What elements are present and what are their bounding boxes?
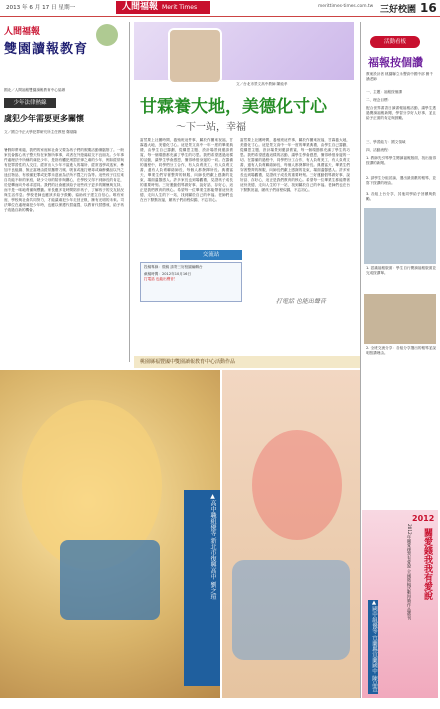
photo-caption-2: 2. 全班交流分享：各組分享選出的報導並說明按讚理由。 xyxy=(366,346,436,355)
art-drawing-icon xyxy=(232,560,350,660)
section-title: 三好校園 xyxy=(380,5,417,15)
art-drawing-icon xyxy=(60,540,160,620)
leaf-decoration-icon xyxy=(96,24,118,46)
brand-logo xyxy=(116,1,210,14)
promo-description: 2012年關愛錢我有愛說 全國徵稿活動得獎作品選刊 xyxy=(407,524,412,620)
promo-title: 關愛錢我我有愛說 xyxy=(422,528,432,600)
right-item-4: 三、學習能力：國文領域 xyxy=(366,140,406,144)
right-item-1: 一、主題：福報按個讚 xyxy=(366,90,402,94)
promo-year: 2012 xyxy=(412,514,435,523)
center-byline: 文／台北市景文高中教師 陳純孝 xyxy=(236,82,288,86)
left-article-title: 虞犯少年需要更多關懷 xyxy=(4,114,84,123)
notice-line-2: 截稿時間：2012年10月16日 xyxy=(144,272,192,276)
brand-english: Merit Times xyxy=(162,4,198,11)
right-item-2: 二、理念目標： xyxy=(366,98,392,102)
notice-box-label: 交流站 xyxy=(180,250,242,260)
art-caption-left: ▲高中職組優等 新北市復興高中 劉之瑄 xyxy=(184,490,220,686)
right-step-3: 3. 各組上台分享，其他同學給予回饋與鼓勵。 xyxy=(366,192,436,201)
right-step-1: 1. 教師先引導學生閱讀福報版面，找出值得按讚的新聞。 xyxy=(366,156,436,165)
notice-line-3: 打電話 也能出聲音！ xyxy=(144,277,178,281)
handwritten-note: 打電話 也能出聲音 xyxy=(276,298,326,305)
art-caption-right: ▲國中組優等 宜蘭縣宜蘭國中 陳品萱 xyxy=(368,600,378,694)
classroom-photo-1 xyxy=(364,208,436,264)
logo-big-text: 雙園讀報教育 xyxy=(4,42,89,57)
photo-caption-1: 1. 認識福報版面：學生自行閱讀福報版面並完成按讚單。 xyxy=(366,266,436,275)
center-subtitle: ～下一站，幸福 xyxy=(176,122,246,133)
brand-name: 人間福報 xyxy=(122,2,159,12)
column-divider xyxy=(360,22,361,698)
right-step-2: 2. 請學生分組討論，選出最喜歡的報導，並寫下按讚的理由。 xyxy=(366,176,436,185)
notice-line-1: 投稿專線：徵稿 請寄三好校園編輯台 xyxy=(144,265,203,269)
center-body-col1: 當然要上社團時間，養殖班這件事，屬於作團來祝福，甘霖養大地，美德化寸心。這是景文高中一年一度的畢業典禮，由學生自己籌劃，從構思主題、設計場景到邀請貴賓，每一個環節都充滿了學生的巧思。我們希望透過這樣的活動，讓學生學會感恩，懂得珍惜身邊的一切。在籌備的過程中，同學們分工合作，有人負責美工，有人負責文書，還有人負責聯絡師長，每個人都發揮所長。典禮當天，畢業生們穿著整齊的制服，向師長們獻上感謝的花束，場面溫馨感人。許多家長也到場觀禮，見證孩子成長的重要時刻。三好運動倡導做好事、說好話、存好心，這正是我們教育的核心。希望每一位畢業生都能帶著這份美德，走向人生的下一站，找到屬於自己的幸福。老師們也在台下默默祝福，願孩子們前程似錦，不忘初心。 xyxy=(140,138,233,202)
classroom-photo-2 xyxy=(364,294,436,344)
purple-floral-banner xyxy=(134,22,354,80)
page-number: 16 xyxy=(420,1,437,15)
art-section-title: 桃園縣福豐國中雙園讀報教育中心活動作品 xyxy=(134,356,360,368)
center-body-col2: 當然要上社團時間，養殖班這件事，屬於作團來祝福，甘霖養大地，美德化寸心。這是景文高中一年一度的畢業典禮，由學生自己籌劃，從構思主題、設計場景到邀請貴賓，每一個環節都充滿了學生的巧思。我們希望透過這樣的活動，讓學生學會感恩，懂得珍惜身邊的一切。在籌備的過程中，同學們分工合作，有人負責美工，有人負責文書，還有人負責聯絡師長，每個人都發揮所長。典禮當天，畢業生們穿著整齊的制服，向師長們獻上感謝的花束，場面溫馨感人。許多家長也到場觀禮，見證孩子成長的重要時刻。三好運動倡導做好事、說好話、存好心，這正是我們教育的核心。希望每一位畢業生都能帶著這份美德，走向人生的下一站，找到屬於自己的幸福。老師們也在台下默默祝福，願孩子們前程似錦，不忘初心。 xyxy=(240,138,350,192)
left-article-byline: 文／國立中正大學犯罪研究所主任教授 鄭瑞隆 xyxy=(4,130,78,134)
issue-date: 2013 年 6 月 17 日 星期一 xyxy=(6,5,76,11)
right-top-label: 活動看板 xyxy=(370,36,420,48)
right-item-5: 四、活動流程： xyxy=(366,148,392,152)
website-url: merittimes-times.com.tw xyxy=(318,4,374,9)
right-item-3: 配合世界書香日讀書報福報活動，讓學生透過閱讀福報新聞，學習分享好人好事，並且給予正面的肯定與鼓勵。 xyxy=(366,106,436,120)
notice-box xyxy=(140,262,242,302)
artwork-right xyxy=(222,370,360,698)
logo-small-text: 人間福報 xyxy=(4,27,41,37)
column-label: 少年法律熱線 xyxy=(4,98,56,108)
center-article-title: 甘霖養大地，美德化寸心 xyxy=(140,97,327,117)
art-drawing-icon xyxy=(252,430,342,540)
column-divider xyxy=(129,22,130,362)
right-article-title: 福報按個讚 xyxy=(368,56,423,69)
left-article-body: 暑假即將來臨，我們的家庭和社會又要為孩子們的假期活動傷腦筋了。一般家長會擔心孩子整天待在家無所事事，或者在外遊蕩結交不良朋友。少年事件處理法中所稱的虞犯少年，是指有觸犯刑罰法律之虞的少年，例如經常與有犯罪習性的人交往、經常出入少年不當進入的場所、經常逃學或逃家、參加不良組織、無正當理由經常攜帶刀械、吸食或施打煙毒或麻醉藥品以外之迷幻物品、有預備犯罪或犯罪未遂而為法所不罰之行為等。這些孩子往往來自功能不彰的家庭，缺少父母的陪伴與關心，在學校又得不到師長的肯定，於是轉而向外尋求認同。我們的社會應該給予這些孩子更多的關懷與支持，而不是一味地責備與標籤。家長應多花時間陪伴孩子，了解孩子的交友狀況與生活作息；學校老師也應該多給予鼓勵，協助孩子建立自信心。唯有家庭、學校與社會共同努力，才能讓虞犯少年走回正軌，擁有光明的未來。司法單位在處理虞犯少年時，也應以保護代替處罰，以教育代替懲戒，給予孩子改過自新的機會。 xyxy=(4,148,124,212)
author-photo xyxy=(168,28,222,84)
reading-logo xyxy=(4,24,122,82)
right-intro: 教案設計者 桃園縣立永豐高中國中部 劉千涵老師 xyxy=(366,72,433,81)
coorganizer-text: 國北／人間福報雙園讀報教育中心協辦 xyxy=(4,88,66,92)
